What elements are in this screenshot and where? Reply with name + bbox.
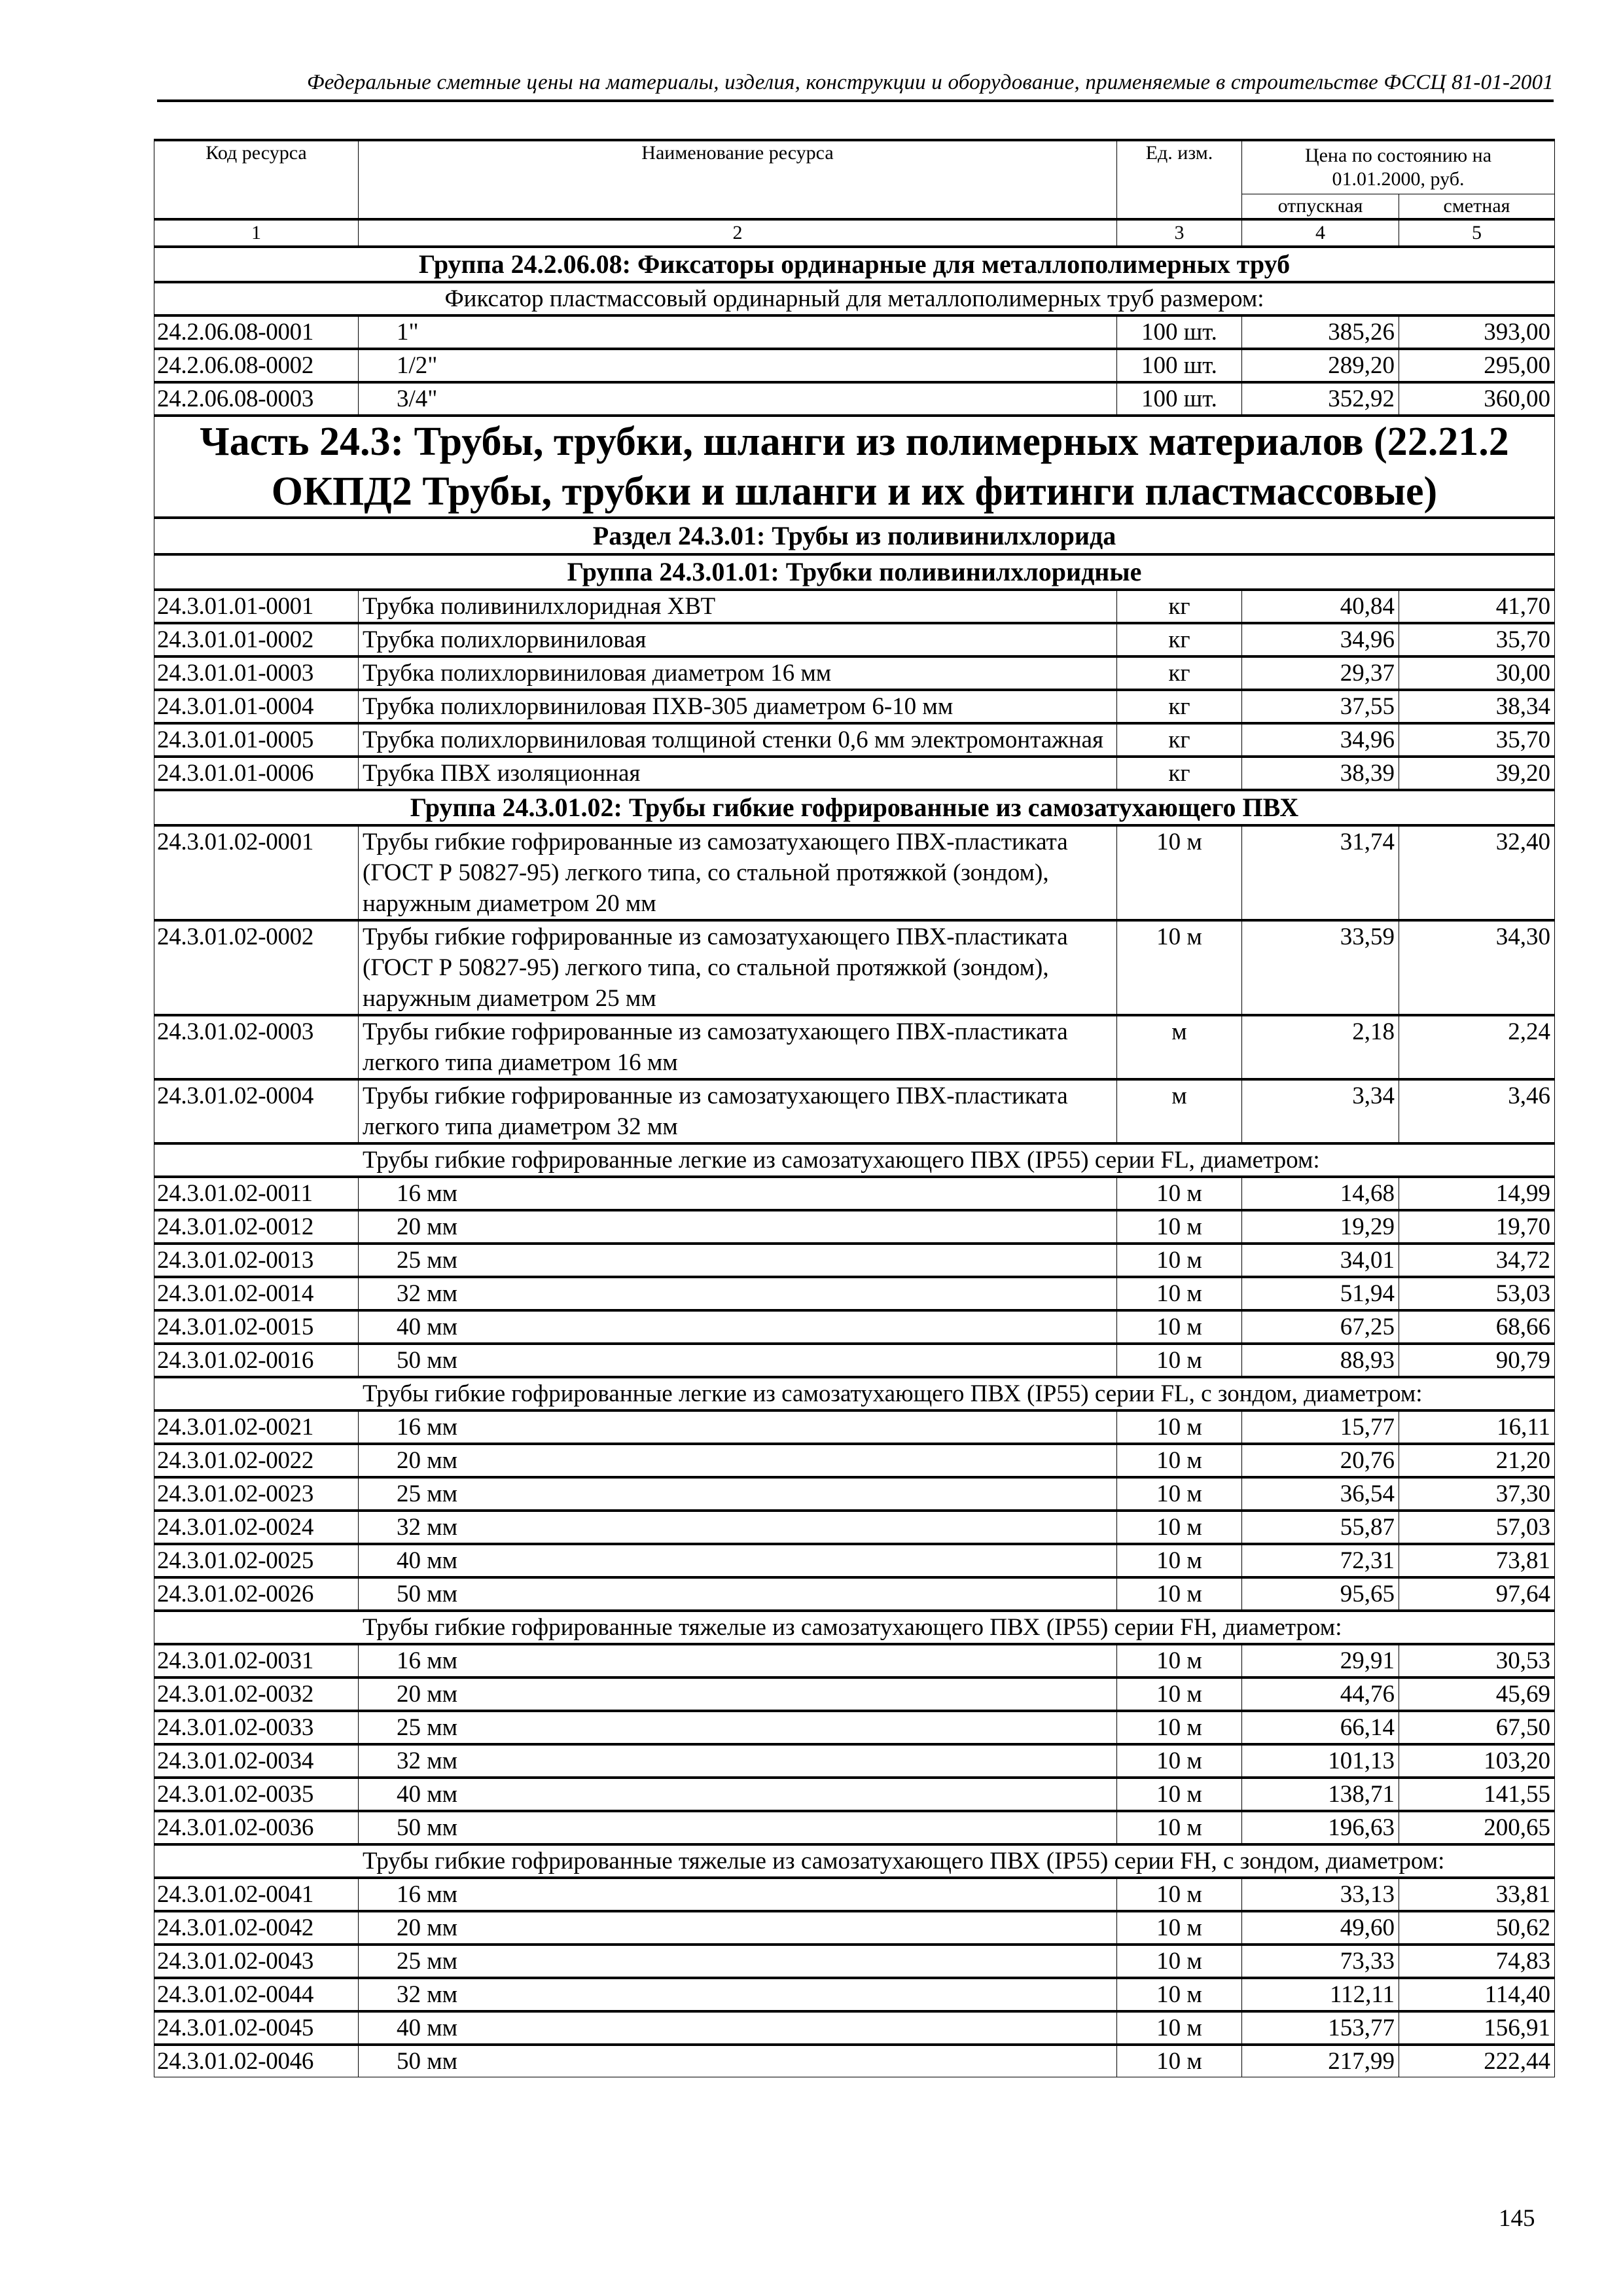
price-table xyxy=(154,139,1555,2077)
resource-unit: 10 м xyxy=(1117,1911,1242,1945)
resource-code: 24.3.01.02-0022 xyxy=(154,1444,359,1477)
resource-code: 24.3.01.02-0023 xyxy=(154,1477,359,1511)
release-price: 67,25 xyxy=(1242,1310,1399,1344)
resource-unit: м xyxy=(1117,1079,1242,1143)
estimate-price: 67,50 xyxy=(1399,1711,1555,1744)
release-price: 73,33 xyxy=(1242,1945,1399,1978)
header-estimate-price: сметная xyxy=(1399,194,1555,220)
table-row xyxy=(154,349,1555,382)
resource-unit: кг xyxy=(1117,623,1242,656)
header-price-line1: Цена по состоянию на xyxy=(1304,145,1492,166)
resource-code: 24.3.01.02-0035 xyxy=(154,1778,359,1811)
resource-name: Трубы гибкие гофрированные из самозатухающего ПВХ-пластиката легкого типа диаметром 32 мм xyxy=(359,1079,1117,1143)
resource-name: Трубы гибкие гофрированные из самозатухающего ПВХ-пластиката (ГОСТ Р 50827-95) легкого типа, со стальной протяжкой (зондом), наружным диаметром 20 мм xyxy=(359,825,1117,920)
release-price: 29,37 xyxy=(1242,656,1399,690)
resource-unit: 10 м xyxy=(1117,2011,1242,2045)
header-rule xyxy=(157,99,1554,102)
estimate-price: 35,70 xyxy=(1399,623,1555,656)
resource-unit: 10 м xyxy=(1117,1744,1242,1778)
resource-name: 40 мм xyxy=(359,1778,1117,1811)
col-number-2: 2 xyxy=(359,219,1117,247)
table-row xyxy=(154,382,1555,416)
resource-unit: 10 м xyxy=(1117,1310,1242,1344)
resource-unit: 10 м xyxy=(1117,1277,1242,1310)
table-row xyxy=(154,723,1555,757)
table-row xyxy=(154,1511,1555,1544)
table-row xyxy=(154,1310,1555,1344)
resource-unit: 10 м xyxy=(1117,1577,1242,1611)
release-price: 112,11 xyxy=(1242,1978,1399,2011)
resource-name: 32 мм xyxy=(359,1978,1117,2011)
table-row xyxy=(154,1945,1555,1978)
group-title-24-3-01-02 xyxy=(154,790,1555,825)
resource-name: 50 мм xyxy=(359,2045,1117,2077)
estimate-price: 35,70 xyxy=(1399,723,1555,757)
estimate-price: 295,00 xyxy=(1399,349,1555,382)
resource-unit: кг xyxy=(1117,757,1242,790)
col-number-5: 5 xyxy=(1399,219,1555,247)
resource-name: 40 мм xyxy=(359,1310,1117,1344)
estimate-price: 45,69 xyxy=(1399,1677,1555,1711)
resource-code: 24.3.01.02-0016 xyxy=(154,1344,359,1377)
resource-unit: 10 м xyxy=(1117,1945,1242,1978)
resource-name: 25 мм xyxy=(359,1477,1117,1511)
release-price: 72,31 xyxy=(1242,1544,1399,1577)
resource-unit: 10 м xyxy=(1117,920,1242,1015)
resource-unit: 10 м xyxy=(1117,825,1242,920)
estimate-price: 30,00 xyxy=(1399,656,1555,690)
resource-unit: 10 м xyxy=(1117,1344,1242,1377)
release-price: 196,63 xyxy=(1242,1811,1399,1844)
group-title-24-3-01-01 xyxy=(154,554,1555,590)
estimate-price: 3,46 xyxy=(1399,1079,1555,1143)
table-row xyxy=(154,1911,1555,1945)
resource-name: 40 мм xyxy=(359,1544,1117,1577)
section-title-24-3-01-text: Раздел 24.3.01: Трубы из поливинилхлорида xyxy=(154,518,1555,554)
release-price: 33,13 xyxy=(1242,1878,1399,1911)
estimate-price: 33,81 xyxy=(1399,1878,1555,1911)
resource-code: 24.3.01.01-0006 xyxy=(154,757,359,790)
resource-code: 24.3.01.02-0046 xyxy=(154,2045,359,2077)
resource-name: Трубка полихлорвиниловая толщиной стенки 0,6 мм электромонтажная xyxy=(359,723,1117,757)
resource-code: 24.3.01.02-0034 xyxy=(154,1744,359,1778)
resource-unit: 10 м xyxy=(1117,1544,1242,1577)
column-numbers-row xyxy=(154,219,1555,247)
release-price: 14,68 xyxy=(1242,1177,1399,1210)
header-release-price: отпускная xyxy=(1242,194,1399,220)
resource-name: Трубка поливинилхлоридная ХВТ xyxy=(359,590,1117,623)
resource-name: 1" xyxy=(359,315,1117,349)
table-row xyxy=(154,2011,1555,2045)
release-price: 40,84 xyxy=(1242,590,1399,623)
resource-unit: 10 м xyxy=(1117,1878,1242,1911)
resource-name: 40 мм xyxy=(359,2011,1117,2045)
resource-code: 24.3.01.02-0001 xyxy=(154,825,359,920)
resource-unit: кг xyxy=(1117,723,1242,757)
release-price: 138,71 xyxy=(1242,1778,1399,1811)
release-price: 88,93 xyxy=(1242,1344,1399,1377)
resource-unit: 10 м xyxy=(1117,1477,1242,1511)
estimate-price: 74,83 xyxy=(1399,1945,1555,1978)
table-row xyxy=(154,1978,1555,2011)
estimate-price: 141,55 xyxy=(1399,1778,1555,1811)
estimate-price: 41,70 xyxy=(1399,590,1555,623)
table-row xyxy=(154,1778,1555,1811)
subheading-text: Трубы гибкие гофрированные легкие из самозатухающего ПВХ (IP55) серии FL, диаметром: xyxy=(154,1143,1555,1177)
resource-code: 24.3.01.02-0002 xyxy=(154,920,359,1015)
header-code: Код ресурса xyxy=(154,140,359,219)
resource-code: 24.3.01.01-0005 xyxy=(154,723,359,757)
table-row xyxy=(154,920,1555,1015)
resource-name: 50 мм xyxy=(359,1577,1117,1611)
subheading-row xyxy=(154,1377,1555,1410)
table-row xyxy=(154,825,1555,920)
release-price: 2,18 xyxy=(1242,1015,1399,1079)
table-row xyxy=(154,656,1555,690)
subheading-text: Трубы гибкие гофрированные легкие из самозатухающего ПВХ (IP55) серии FL, с зондом, диаметром: xyxy=(154,1377,1555,1410)
resource-name: 25 мм xyxy=(359,1711,1117,1744)
resource-unit: 10 м xyxy=(1117,1644,1242,1677)
resource-unit: 10 м xyxy=(1117,1978,1242,2011)
release-price: 34,01 xyxy=(1242,1244,1399,1277)
resource-code: 24.3.01.02-0014 xyxy=(154,1277,359,1310)
resource-code: 24.3.01.02-0041 xyxy=(154,1878,359,1911)
resource-name: Трубы гибкие гофрированные из самозатухающего ПВХ-пластиката (ГОСТ Р 50827-95) легкого типа, со стальной протяжкой (зондом), наружным диаметром 25 мм xyxy=(359,920,1117,1015)
resource-name: 1/2" xyxy=(359,349,1117,382)
resource-code: 24.2.06.08-0003 xyxy=(154,382,359,416)
resource-name: 20 мм xyxy=(359,1677,1117,1711)
resource-name: Трубка полихлорвиниловая xyxy=(359,623,1117,656)
table-row xyxy=(154,1477,1555,1511)
release-price: 153,77 xyxy=(1242,2011,1399,2045)
release-price: 44,76 xyxy=(1242,1677,1399,1711)
table-row xyxy=(154,1079,1555,1143)
resource-name: Трубка полихлорвиниловая ПХВ-305 диаметром 6-10 мм xyxy=(359,690,1117,723)
estimate-price: 21,20 xyxy=(1399,1444,1555,1477)
table-row xyxy=(154,1644,1555,1677)
subheading-text: Трубы гибкие гофрированные тяжелые из самозатухающего ПВХ (IP55) серии FH, диаметром: xyxy=(154,1611,1555,1644)
estimate-price: 53,03 xyxy=(1399,1277,1555,1310)
table-header-row xyxy=(154,140,1555,194)
resource-code: 24.3.01.02-0036 xyxy=(154,1811,359,1844)
release-price: 34,96 xyxy=(1242,623,1399,656)
table-row xyxy=(154,690,1555,723)
resource-code: 24.2.06.08-0002 xyxy=(154,349,359,382)
table-row xyxy=(154,1344,1555,1377)
release-price: 51,94 xyxy=(1242,1277,1399,1310)
estimate-price: 32,40 xyxy=(1399,825,1555,920)
table-row xyxy=(154,1277,1555,1310)
resource-unit: кг xyxy=(1117,656,1242,690)
release-price: 101,13 xyxy=(1242,1744,1399,1778)
table-row xyxy=(154,1744,1555,1778)
resource-unit: 100 шт. xyxy=(1117,382,1242,416)
resource-name: 25 мм xyxy=(359,1244,1117,1277)
resource-code: 24.3.01.01-0004 xyxy=(154,690,359,723)
estimate-price: 90,79 xyxy=(1399,1344,1555,1377)
group-title-24-2-06-08 xyxy=(154,247,1555,282)
resource-code: 24.3.01.02-0011 xyxy=(154,1177,359,1210)
resource-code: 24.3.01.02-0015 xyxy=(154,1310,359,1344)
release-price: 36,54 xyxy=(1242,1477,1399,1511)
resource-unit: 10 м xyxy=(1117,1778,1242,1811)
release-price: 55,87 xyxy=(1242,1511,1399,1544)
subheading-row xyxy=(154,282,1555,315)
estimate-price: 34,30 xyxy=(1399,920,1555,1015)
release-price: 352,92 xyxy=(1242,382,1399,416)
part-title-row xyxy=(154,416,1555,518)
resource-unit: 10 м xyxy=(1117,2045,1242,2077)
section-title-24-3-01 xyxy=(154,518,1555,554)
resource-unit: 10 м xyxy=(1117,1677,1242,1711)
table-row xyxy=(154,2045,1555,2077)
resource-name: 50 мм xyxy=(359,1344,1117,1377)
estimate-price: 16,11 xyxy=(1399,1410,1555,1444)
resource-name: Трубы гибкие гофрированные из самозатухающего ПВХ-пластиката легкого типа диаметром 16 мм xyxy=(359,1015,1117,1079)
subheading-row xyxy=(154,1143,1555,1177)
resource-unit: 10 м xyxy=(1117,1511,1242,1544)
resource-code: 24.3.01.02-0042 xyxy=(154,1911,359,1945)
resource-name: 20 мм xyxy=(359,1444,1117,1477)
estimate-price: 37,30 xyxy=(1399,1477,1555,1511)
resource-code: 24.3.01.02-0044 xyxy=(154,1978,359,2011)
col-number-3: 3 xyxy=(1117,219,1242,247)
page-number: 145 xyxy=(1499,2205,1535,2232)
table-row xyxy=(154,623,1555,656)
release-price: 385,26 xyxy=(1242,315,1399,349)
resource-name: 16 мм xyxy=(359,1410,1117,1444)
resource-unit: 100 шт. xyxy=(1117,315,1242,349)
resource-unit: кг xyxy=(1117,690,1242,723)
release-price: 29,91 xyxy=(1242,1644,1399,1677)
estimate-price: 222,44 xyxy=(1399,2045,1555,2077)
group-title-24-3-01-02-text: Группа 24.3.01.02: Трубы гибкие гофрированные из самозатухающего ПВХ xyxy=(154,790,1555,825)
resource-name: 32 мм xyxy=(359,1744,1117,1778)
header-name: Наименование ресурса xyxy=(359,140,1117,219)
group-title-24-3-01-01-text: Группа 24.3.01.01: Трубки поливинилхлоридные xyxy=(154,554,1555,590)
resource-name: 16 мм xyxy=(359,1878,1117,1911)
part-title-line1: Часть 24.3: Трубы, трубки, шланги из полимерных материалов (22.21.2 xyxy=(200,420,1509,464)
resource-unit: 10 м xyxy=(1117,1210,1242,1244)
estimate-price: 68,66 xyxy=(1399,1310,1555,1344)
resource-code: 24.3.01.02-0045 xyxy=(154,2011,359,2045)
resource-name: 3/4" xyxy=(359,382,1117,416)
resource-code: 24.3.01.01-0001 xyxy=(154,590,359,623)
estimate-price: 14,99 xyxy=(1399,1177,1555,1210)
resource-unit: 10 м xyxy=(1117,1444,1242,1477)
group-title-24-2-06-08-text: Группа 24.2.06.08: Фиксаторы ординарные для металлополимерных труб xyxy=(154,247,1555,282)
estimate-price: 103,20 xyxy=(1399,1744,1555,1778)
resource-code: 24.3.01.02-0013 xyxy=(154,1244,359,1277)
estimate-price: 19,70 xyxy=(1399,1210,1555,1244)
resource-code: 24.3.01.02-0031 xyxy=(154,1644,359,1677)
release-price: 34,96 xyxy=(1242,723,1399,757)
resource-code: 24.3.01.02-0004 xyxy=(154,1079,359,1143)
subheading-row xyxy=(154,1611,1555,1644)
resource-name: Трубка ПВХ изоляционная xyxy=(359,757,1117,790)
part-title xyxy=(154,416,1555,518)
table-row xyxy=(154,1577,1555,1611)
resource-code: 24.3.01.02-0032 xyxy=(154,1677,359,1711)
resource-name: 32 мм xyxy=(359,1511,1117,1544)
estimate-price: 38,34 xyxy=(1399,690,1555,723)
estimate-price: 34,72 xyxy=(1399,1244,1555,1277)
resource-unit: 10 м xyxy=(1117,1177,1242,1210)
estimate-price: 156,91 xyxy=(1399,2011,1555,2045)
table-row xyxy=(154,1711,1555,1744)
resource-unit: 100 шт. xyxy=(1117,349,1242,382)
resource-name: Трубка полихлорвиниловая диаметром 16 мм xyxy=(359,656,1117,690)
resource-code: 24.3.01.01-0002 xyxy=(154,623,359,656)
resource-code: 24.3.01.01-0003 xyxy=(154,656,359,690)
release-price: 19,29 xyxy=(1242,1210,1399,1244)
resource-unit: кг xyxy=(1117,590,1242,623)
table-row xyxy=(154,1410,1555,1444)
resource-name: 16 мм xyxy=(359,1644,1117,1677)
release-price: 217,99 xyxy=(1242,2045,1399,2077)
release-price: 289,20 xyxy=(1242,349,1399,382)
table-row xyxy=(154,1210,1555,1244)
resource-code: 24.3.01.02-0033 xyxy=(154,1711,359,1744)
resource-code: 24.3.01.02-0026 xyxy=(154,1577,359,1611)
resource-name: 20 мм xyxy=(359,1210,1117,1244)
resource-code: 24.3.01.02-0024 xyxy=(154,1511,359,1544)
estimate-price: 97,64 xyxy=(1399,1577,1555,1611)
release-price: 66,14 xyxy=(1242,1711,1399,1744)
header-unit: Ед. изм. xyxy=(1117,140,1242,219)
subheading-text: Фиксатор пластмассовый ординарный для металлополимерных труб размером: xyxy=(154,282,1555,315)
resource-unit: 10 м xyxy=(1117,1711,1242,1744)
table-row xyxy=(154,1811,1555,1844)
col-number-1: 1 xyxy=(154,219,359,247)
col-number-4: 4 xyxy=(1242,219,1399,247)
release-price: 37,55 xyxy=(1242,690,1399,723)
table-row xyxy=(154,1878,1555,1911)
resource-unit: 10 м xyxy=(1117,1244,1242,1277)
estimate-price: 114,40 xyxy=(1399,1978,1555,2011)
resource-name: 50 мм xyxy=(359,1811,1117,1844)
resource-name: 25 мм xyxy=(359,1945,1117,1978)
table-row xyxy=(154,757,1555,790)
header-price-group xyxy=(1242,140,1555,194)
resource-name: 32 мм xyxy=(359,1277,1117,1310)
subheading-text: Трубы гибкие гофрированные тяжелые из самозатухающего ПВХ (IP55) серии FH, с зондом, диаметром: xyxy=(154,1844,1555,1878)
subheading-row xyxy=(154,1844,1555,1878)
running-header: Федеральные сметные цены на материалы, изделия, конструкции и оборудование, применяемые в строительстве ФССЦ 81-01-2001 xyxy=(306,71,1554,94)
estimate-price: 200,65 xyxy=(1399,1811,1555,1844)
resource-name: 20 мм xyxy=(359,1911,1117,1945)
estimate-price: 393,00 xyxy=(1399,315,1555,349)
resource-unit: 10 м xyxy=(1117,1410,1242,1444)
release-price: 33,59 xyxy=(1242,920,1399,1015)
estimate-price: 30,53 xyxy=(1399,1644,1555,1677)
table-row xyxy=(154,1244,1555,1277)
resource-name: 16 мм xyxy=(359,1177,1117,1210)
resource-unit: 10 м xyxy=(1117,1811,1242,1844)
table-row xyxy=(154,1015,1555,1079)
estimate-price: 73,81 xyxy=(1399,1544,1555,1577)
release-price: 3,34 xyxy=(1242,1079,1399,1143)
part-title-line2: ОКПД2 Трубы, трубки и шланги и их фитинги пластмассовые) xyxy=(271,469,1438,514)
estimate-price: 2,24 xyxy=(1399,1015,1555,1079)
resource-code: 24.3.01.02-0012 xyxy=(154,1210,359,1244)
table-row xyxy=(154,1544,1555,1577)
resource-code: 24.3.01.02-0043 xyxy=(154,1945,359,1978)
resource-code: 24.3.01.02-0003 xyxy=(154,1015,359,1079)
estimate-price: 57,03 xyxy=(1399,1511,1555,1544)
table-row xyxy=(154,1444,1555,1477)
release-price: 49,60 xyxy=(1242,1911,1399,1945)
release-price: 20,76 xyxy=(1242,1444,1399,1477)
release-price: 15,77 xyxy=(1242,1410,1399,1444)
release-price: 38,39 xyxy=(1242,757,1399,790)
table-row xyxy=(154,1177,1555,1210)
estimate-price: 39,20 xyxy=(1399,757,1555,790)
table-row xyxy=(154,1677,1555,1711)
table-row xyxy=(154,590,1555,623)
resource-code: 24.3.01.02-0021 xyxy=(154,1410,359,1444)
release-price: 31,74 xyxy=(1242,825,1399,920)
resource-code: 24.2.06.08-0001 xyxy=(154,315,359,349)
resource-unit: м xyxy=(1117,1015,1242,1079)
table-row xyxy=(154,315,1555,349)
resource-code: 24.3.01.02-0025 xyxy=(154,1544,359,1577)
estimate-price: 360,00 xyxy=(1399,382,1555,416)
header-price-line2: 01.01.2000, руб. xyxy=(1332,168,1465,190)
release-price: 95,65 xyxy=(1242,1577,1399,1611)
estimate-price: 50,62 xyxy=(1399,1911,1555,1945)
